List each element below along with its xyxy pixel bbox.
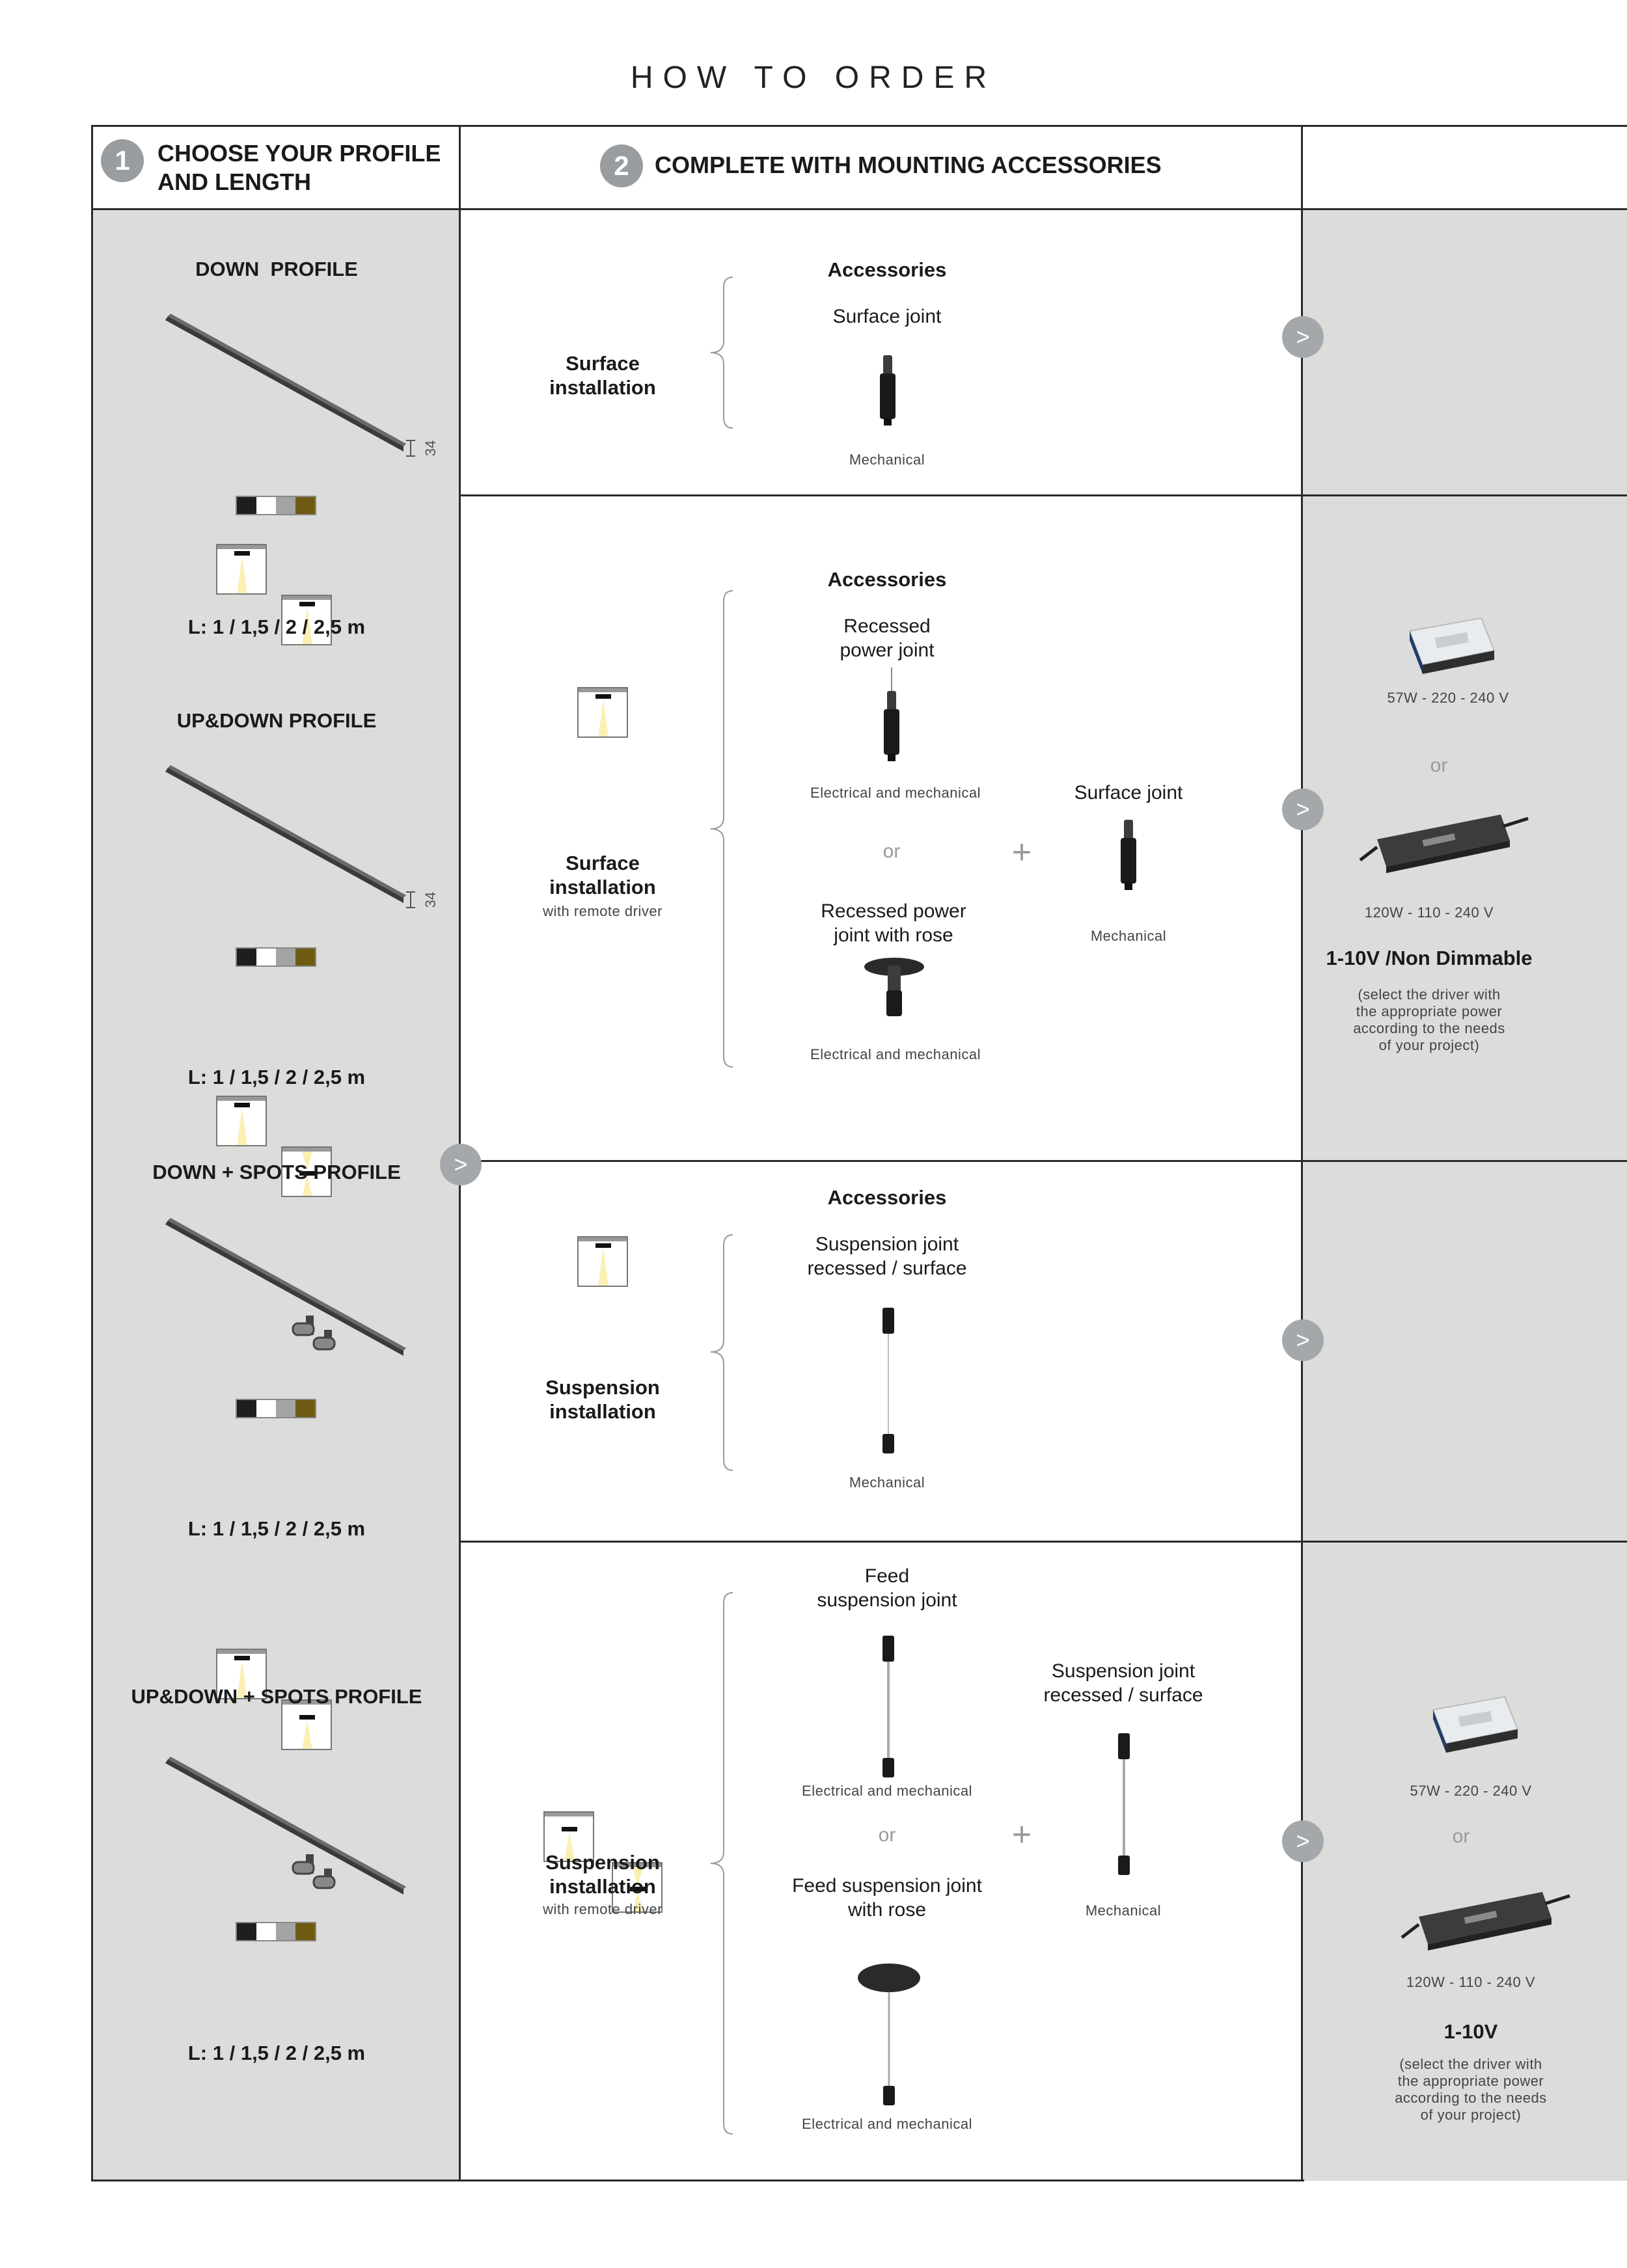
driver-note <box>1373 2056 1568 2124</box>
grid-line-right <box>1301 125 1303 2181</box>
accessory-name <box>757 1564 1017 1612</box>
accessory-type: Mechanical <box>1090 928 1167 944</box>
finish-swatches <box>236 947 316 967</box>
finish-swatch <box>295 949 315 965</box>
grid-line-row3 <box>459 1541 1627 1543</box>
next-arrow-icon: > <box>1282 316 1324 358</box>
profile-image <box>163 1218 449 1361</box>
next-arrow-icon: > <box>440 1144 482 1185</box>
accessory-name-line2: recessed / surface <box>807 1258 967 1279</box>
driver-column-bg-3 <box>1302 1161 1627 1542</box>
grid-line-row1 <box>459 494 1627 496</box>
finish-swatch <box>256 497 276 514</box>
finish-swatches <box>236 1922 316 1941</box>
step-1-label-line2: AND LENGTH <box>157 169 311 195</box>
driver-note-line: (select the driver with <box>1358 986 1501 1003</box>
accessories-title: Accessories <box>827 258 947 281</box>
install-label <box>505 1850 700 1898</box>
feed-suspension-rose-image <box>856 1958 922 2108</box>
accessories-title: Accessories <box>827 1186 947 1209</box>
finish-swatch <box>237 1400 256 1417</box>
finish-swatch <box>256 1923 276 1940</box>
profile-title: DOWN + SPOTS PROFILE <box>152 1161 401 1183</box>
grid-line-header <box>91 208 1627 210</box>
accessory-name <box>757 614 1017 662</box>
next-arrow-icon: > <box>1282 1820 1324 1862</box>
driver-note <box>1302 986 1556 1054</box>
step-1-badge: 1 <box>101 139 144 182</box>
driver-spec: 57W - 220 - 240 V <box>1410 1783 1532 1799</box>
next-arrow-icon: > <box>1282 1319 1324 1361</box>
accessory-type: Electrical and mechanical <box>810 1046 981 1062</box>
recessed-power-joint-image <box>880 668 903 763</box>
plus-icon: + <box>1011 1816 1032 1854</box>
finish-swatch <box>276 949 295 965</box>
accessory-name <box>763 899 1024 947</box>
install-label <box>505 851 700 899</box>
install-note: with remote driver <box>543 1901 663 1917</box>
down-light-icon <box>216 1096 267 1146</box>
driver-note-line: the appropriate power <box>1356 1003 1503 1019</box>
accessories-title: Accessories <box>827 568 947 591</box>
accessory-name-line1: Feed <box>864 1565 910 1587</box>
suspension-joint-image <box>1114 1733 1134 1876</box>
install-label-line1: Surface <box>566 352 640 375</box>
driver-120w-image <box>1399 1884 1575 1962</box>
finish-swatch <box>237 497 256 514</box>
accessory-type: Electrical and mechanical <box>802 2116 972 2132</box>
accessory-name-line1: Recessed <box>843 615 931 637</box>
finish-swatch <box>295 1923 315 1940</box>
driver-or-label: or <box>1452 1826 1470 1847</box>
step-1-label <box>157 139 441 196</box>
accessory-name: Surface joint <box>1074 782 1183 803</box>
plus-icon: + <box>1011 833 1032 871</box>
accessory-name-line2: recessed / surface <box>1043 1684 1203 1706</box>
profile-image <box>163 314 449 457</box>
accessory-name-line2: joint with rose <box>834 925 953 946</box>
accessory-name <box>757 1232 1017 1280</box>
accessory-name: Surface joint <box>832 306 942 327</box>
surface-joint-image <box>876 355 899 427</box>
driver-or-label: or <box>1430 755 1448 776</box>
profile-length: L: 1 / 1,5 / 2 / 2,5 m <box>187 2042 366 2064</box>
feed-suspension-joint-image <box>879 1636 898 1779</box>
surface-install-icon <box>577 687 628 738</box>
brace-icon <box>708 589 734 1068</box>
down-light-icon <box>216 544 267 595</box>
driver-57w-image <box>1420 1690 1522 1755</box>
profile-title: UP&DOWN + SPOTS PROFILE <box>131 1685 422 1708</box>
accessory-name-line2: suspension joint <box>817 1589 957 1611</box>
surface-install-icon <box>577 1236 628 1287</box>
finish-swatches <box>236 1399 316 1418</box>
finish-swatch <box>256 949 276 965</box>
next-arrow-icon: > <box>1282 789 1324 830</box>
finish-swatch <box>237 1923 256 1940</box>
accessory-type: Mechanical <box>1085 1902 1162 1919</box>
driver-note-line: according to the needs <box>1395 2090 1547 2106</box>
driver-spec: 120W - 110 - 240 V <box>1364 904 1494 921</box>
install-label-line2: installation <box>549 1875 656 1898</box>
accessory-type: Mechanical <box>849 1474 925 1491</box>
accessory-name-line1: Suspension joint <box>815 1234 959 1255</box>
surface-joint-image <box>1117 820 1140 891</box>
driver-note-line: according to the needs <box>1353 1020 1505 1036</box>
profile-image <box>163 1757 449 1900</box>
install-label-line2: installation <box>549 376 656 399</box>
profile-dimension: 34 <box>422 440 439 457</box>
accessory-type: Electrical and mechanical <box>802 1783 972 1799</box>
accessory-name-line1: Recessed power <box>821 900 966 922</box>
finish-swatch <box>276 497 295 514</box>
accessory-name <box>757 1874 1017 1922</box>
page-title: HOW TO ORDER <box>630 61 997 95</box>
finish-swatch <box>295 1400 315 1417</box>
accessory-name-line1: Feed suspension joint <box>792 1875 982 1897</box>
driver-57w-image <box>1397 612 1498 677</box>
install-label-line2: installation <box>549 876 656 898</box>
accessory-name-line1: Suspension joint <box>1051 1660 1196 1682</box>
driver-note-line: (select the driver with <box>1399 2056 1542 2072</box>
profile-length: L: 1 / 1,5 / 2 / 2,5 m <box>187 1517 366 1540</box>
driver-120w-image <box>1358 807 1533 885</box>
dimming-label: 1-10V <box>1443 2020 1498 2043</box>
finish-swatch <box>276 1923 295 1940</box>
profile-length: L: 1 / 1,5 / 2 / 2,5 m <box>187 615 366 638</box>
step-2-badge: 2 <box>600 144 643 187</box>
install-label <box>505 1375 700 1424</box>
accessory-type: Mechanical <box>849 452 925 468</box>
finish-swatch <box>256 1400 276 1417</box>
driver-note-line: the appropriate power <box>1397 2073 1544 2089</box>
finish-swatch <box>295 497 315 514</box>
finish-swatch <box>276 1400 295 1417</box>
accessory-name <box>993 1659 1253 1707</box>
finish-swatch <box>237 949 256 965</box>
driver-column-bg-1 <box>1302 209 1627 496</box>
install-note: with remote driver <box>543 903 663 919</box>
install-label-line2: installation <box>549 1400 656 1423</box>
brace-icon <box>708 1591 734 2135</box>
profile-length: L: 1 / 1,5 / 2 / 2,5 m <box>187 1066 366 1088</box>
profile-image <box>163 765 449 908</box>
brace-icon <box>708 1234 734 1472</box>
grid-line-row2 <box>459 1160 1627 1162</box>
accessory-name-line2: power joint <box>840 640 935 661</box>
accessory-name-line2: with rose <box>847 1899 927 1921</box>
driver-note-line: of your project) <box>1378 1037 1480 1053</box>
or-label: or <box>878 1824 896 1846</box>
or-label: or <box>882 841 901 862</box>
driver-spec: 120W - 110 - 240 V <box>1406 1974 1536 1990</box>
driver-spec: 57W - 220 - 240 V <box>1387 690 1509 706</box>
suspension-joint-image <box>879 1308 898 1455</box>
driver-note-line: of your project) <box>1420 2107 1522 2123</box>
accessory-type: Electrical and mechanical <box>810 785 981 801</box>
step-1-label-line1: CHOOSE YOUR PROFILE <box>157 140 441 167</box>
finish-swatches <box>236 496 316 515</box>
step-2-label: COMPLETE WITH MOUNTING ACCESSORIES <box>655 152 1162 178</box>
brace-icon <box>708 276 734 429</box>
install-label <box>505 351 700 399</box>
install-label-line1: Suspension <box>545 1376 660 1399</box>
grid-line-left <box>91 125 93 2181</box>
install-label-line1: Surface <box>566 852 640 874</box>
profile-title: UP&DOWN PROFILE <box>176 709 377 732</box>
install-label-line1: Suspension <box>545 1851 660 1874</box>
grid-line-bottom <box>91 2180 1304 2181</box>
dimming-label: 1-10V /Non Dimmable <box>1326 947 1533 969</box>
profile-title: DOWN PROFILE <box>195 258 358 280</box>
recessed-joint-rose-image <box>863 956 925 1021</box>
profile-dimension: 34 <box>422 891 439 908</box>
grid-line-top <box>91 125 1627 127</box>
